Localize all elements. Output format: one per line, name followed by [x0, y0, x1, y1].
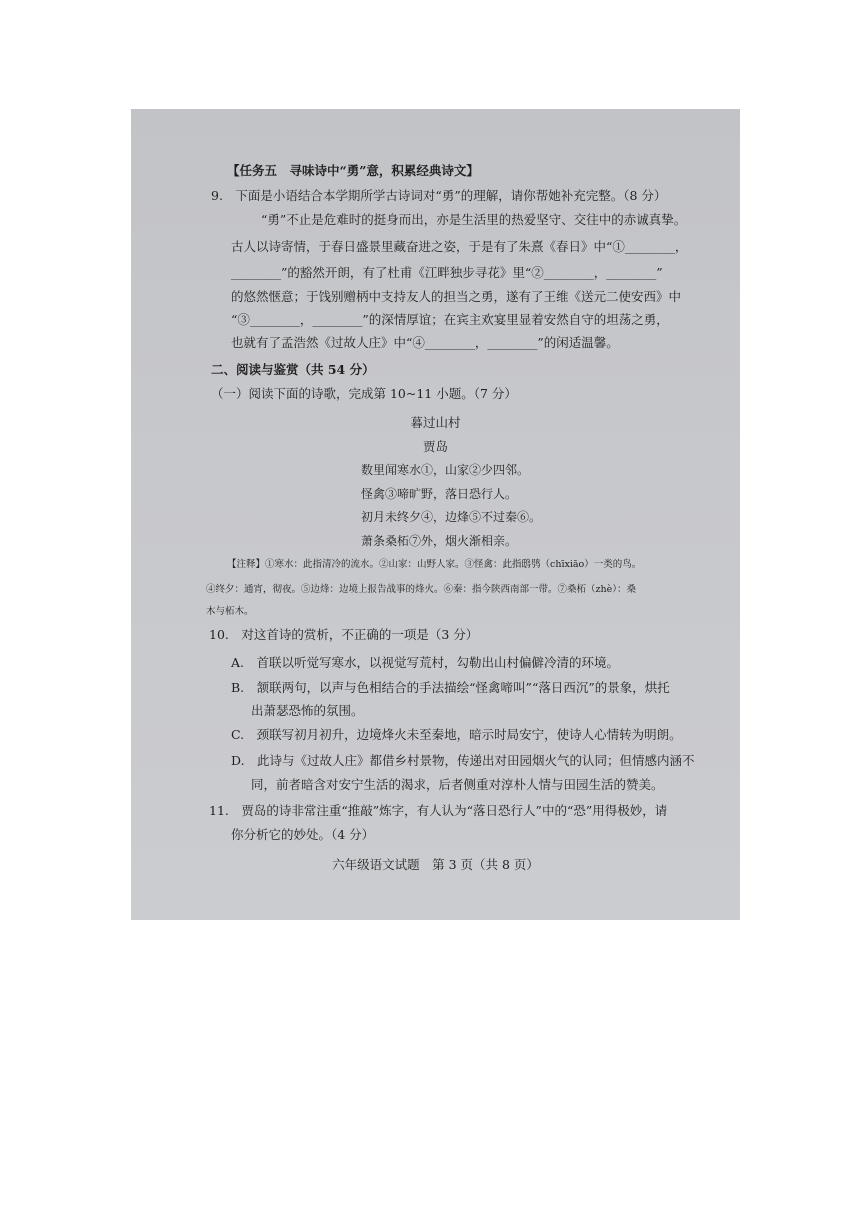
section-heading: 二、阅读与鉴赏（共 54 分） — [211, 362, 375, 377]
task-heading: 【任务五 寻味诗中“勇”意，积累经典诗文】 — [227, 163, 479, 178]
q10-option-d-cont: 同，前者暗含对安宁生活的渴求，后者侧重对淳朴人情与田园生活的赞美。 — [251, 777, 664, 792]
poem-line: 初月未终夕④，边烽⑤不过秦⑥。 — [361, 510, 542, 524]
poem-line: 萧条桑柘⑦外，烟火渐相亲。 — [361, 534, 518, 548]
q11-stem-cont: 你分析它的妙处。（4 分） — [231, 827, 375, 842]
poem-author: 贾岛 — [422, 439, 448, 454]
q9-stem: 9. 下面是小语结合本学期所学古诗词对“勇”的理解，请你帮她补充完整。（8 分） — [211, 188, 667, 203]
poem-note: ④终夕：通宵，彻夜。⑤边烽：边境上报告战事的烽火。⑥秦：指今陕西南部一带。⑦桑柘（zhè）：桑 — [206, 584, 636, 595]
q10-option-b-cont: 出萧瑟恐怖的氛围。 — [251, 703, 364, 718]
section-subheading: （一）阅读下面的诗歌，完成第 10~11 小题。（7 分） — [211, 386, 517, 401]
q10-stem: 10. 对这首诗的赏析，不正确的一项是（3 分） — [209, 627, 479, 642]
q9-line: “③________，________”的深情厚谊；在宾主欢宴里显着安然自守的坦荡之勇， — [231, 312, 669, 327]
q9-line: ________”的豁然开朗，有了杜甫《江畔独步寻花》里“②________，________” — [231, 265, 663, 280]
q10-option-d: D. 此诗与《过故人庄》都借乡村景物，传递出对田园烟火气的认同；但情感内涵不 — [231, 753, 695, 768]
q10-option-b: B. 颔联两句，以声与色相结合的手法描绘“怪禽啼叫”“落日西沉”的景象，烘托 — [231, 680, 670, 695]
poem-note: 【注释】①寒水：此指清冷的流水。②山家：山野人家。③怪禽：此指鸱鸮（chīxiāo）一类的鸟。 — [227, 559, 642, 570]
q9-line: 古人以诗寄情，于春日盛景里藏奋进之姿，于是有了朱熹《春日》中“①________， — [231, 239, 688, 254]
q11-stem: 11. 贾岛的诗非常注重“推敲”炼字，有人认为“落日恐行人”中的“恐”用得极妙，请 — [209, 803, 668, 818]
poem-title: 暮过山村 — [410, 415, 461, 430]
poem-note: 木与柘木。 — [206, 606, 254, 617]
q10-option-c: C. 颈联写初月初升，边境烽火未至秦地，暗示时局安宁，使诗人心情转为明朗。 — [231, 727, 682, 742]
page-footer: 六年级语文试题 第 3 页（共 8 页） — [332, 857, 539, 872]
q9-line: 也就有了孟浩然《过故人庄》中“④________，________”的闲适温馨。 — [231, 335, 619, 350]
poem-line: 数里闻寒水①，山家②少四邻。 — [361, 463, 530, 477]
q10-option-a: A. 首联以听觉写寒水，以视觉写荒村，勾勒出山村偏僻冷清的环境。 — [231, 655, 620, 670]
exam-page-photo — [131, 109, 740, 920]
q9-line: “勇”不止是危难时的挺身而出，亦是生活里的热爱坚守、交往中的赤诚真挚。 — [261, 212, 687, 227]
q9-line: 的悠然惬意；于饯别赠柄中支持友人的担当之勇，遂有了王维《送元二使安西》中 — [231, 289, 682, 304]
poem-line: 怪禽③啼旷野，落日恐行人。 — [361, 487, 518, 501]
